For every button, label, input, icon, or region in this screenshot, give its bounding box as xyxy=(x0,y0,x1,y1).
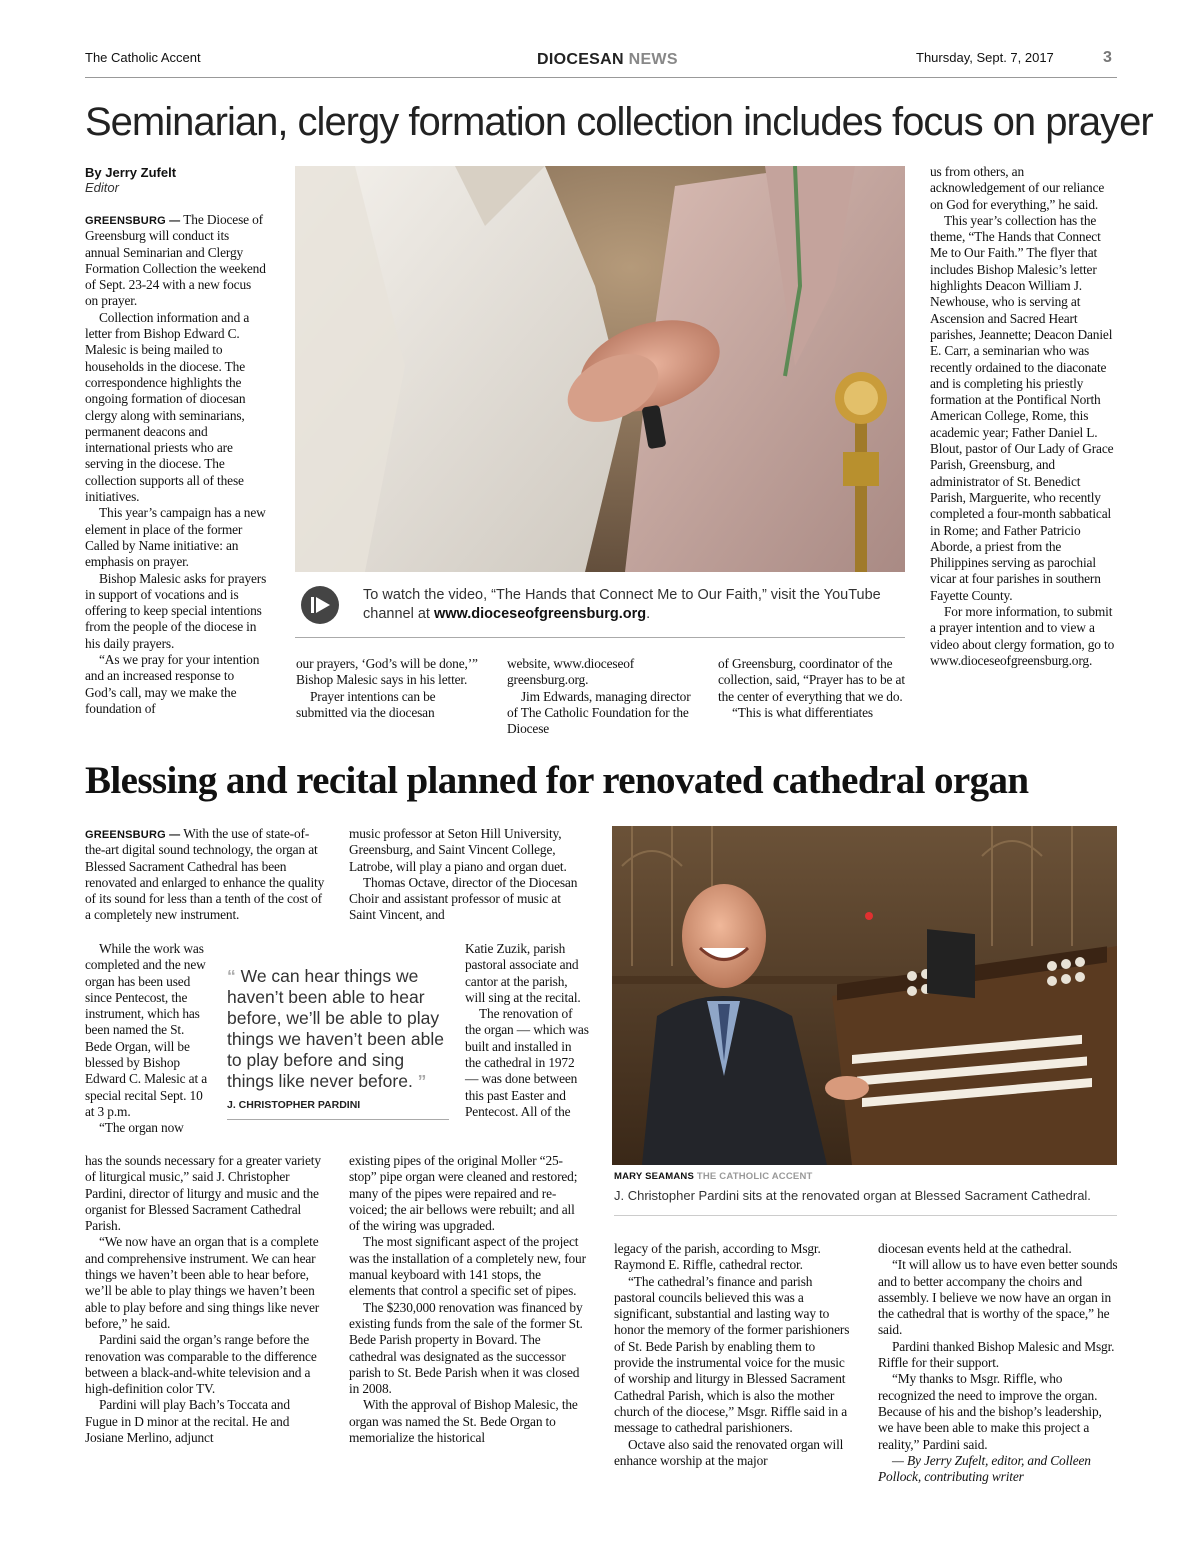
story2-paragraph: “My thanks to Msgr. Riffle, who recognized the need to improve the organ. Because of his and the bishop’s leadership, we have been able to make this project a reality,” Pardini said. xyxy=(878,1371,1102,1452)
story2-column-2-bottom xyxy=(349,1153,587,1446)
story1-paragraph: Prayer intentions can be submitted via the diocesan xyxy=(296,688,436,720)
video-caption-text: To watch the video, “The Hands that Connect Me to Our Faith,” visit the YouTube channel at www.dioceseofgreensburg.org. xyxy=(363,587,881,622)
story2-paragraph: legacy of the parish, according to Msgr. Raymond E. Riffle, cathedral rector. xyxy=(614,1241,821,1273)
story1-column-1 xyxy=(85,212,267,717)
story1-paragraph: of Greensburg, coordinator of the collection, said, “Prayer has to be at the center of everything that we do. xyxy=(718,656,905,704)
pull-quote xyxy=(227,966,449,1120)
story1-column-2 xyxy=(296,656,486,721)
story1-byline xyxy=(85,165,176,195)
story2-paragraph: Katie Zuzik, parish pastoral associate and cantor at the parish, will sing at the recital. xyxy=(465,941,581,1005)
story1-paragraph: This year’s collection has the theme, “The Hands that Connect Me to Our Faith.” The flyer that includes Bishop Malesic’s letter highlights Deacon William J. Newhouse, who is serving at Ascension and Sacred Heart parishes, Jeannette; Deacon Daniel E. Carr, a seminarian who was recently ordained to the diaconate and is completing his priestly formation at the Pontifical North American College, Rome, this academic year; Father Daniel L. Blout, pastor of Our Lady of Grace Parish, Greensburg, and administrator of St. Benedict Parish, Marguerite, who recently completed a four-month sabbatical in Rome; and Father Patricio Aborde, a priest from the Philippines serving as parochial vicar at four parishes in southern Fayette County. xyxy=(930,212,1114,603)
story2-paragraph: The most significant aspect of the project was the installation of a completely new, four manual keyboard with 141 stops, the elements that control a specific set of pipes. xyxy=(349,1234,586,1299)
story1-paragraph: Bishop Malesic asks for prayers in support of vocations and is offering to keep special intentions from the people of the diocese in his daily prayers. xyxy=(85,570,267,651)
story2-lead-paragraph: GREENSBURG — With the use of state-of-the-art digital sound technology, the organ at Blessed Sacrament Cathedral has been renovated and enlarged to enhance the quality of its sound for less than a tenth of the cost of a completely new instrument. xyxy=(85,826,325,923)
story1-paragraph: website, www.dioceseof greensburg.org. xyxy=(507,656,635,688)
close-quote-mark: ” xyxy=(412,1071,427,1091)
story1-paragraph: This year’s campaign has a new element in place of the former Called by Name initiative: an emphasis on prayer. xyxy=(85,505,266,570)
story2-paragraph: “The cathedral’s finance and parish pastoral councils believed this was a significant, substantial and lasting way to honor the memory of the former parishioners of St. Bede Parish by enabling them to provide the instrumental voice for the music of worship and liturgy in Blessed Sacrament Cathedral Parish, which is also the mother church of the diocese,” Msgr. Riffle said in a message to cathedral parishioners. xyxy=(614,1273,850,1436)
story2-column-1-top xyxy=(85,826,325,924)
issue-date: Thursday, Sept. 7, 2017 xyxy=(916,50,1054,65)
story2-column-2-narrow xyxy=(465,941,589,1120)
photo-credit-name: MARY SEAMANS xyxy=(614,1171,694,1182)
story1-column-4 xyxy=(718,656,906,721)
story2-paragraph: While the work was completed and the new organ has been used since Pentecost, the instrument, which has been named the St. Bede Organ, will be blessed by Bishop Edward C. Malesic at a special recital Sept. 10 at 3 p.m. xyxy=(85,941,208,1119)
clergy-hands-illustration xyxy=(295,166,905,572)
story2-column-4 xyxy=(878,1241,1118,1485)
story2-column-1-bottom xyxy=(85,1153,325,1446)
page-header xyxy=(85,48,1117,78)
story2-headline: Blessing and recital planned for renovated cathedral organ xyxy=(85,759,1029,802)
story2-paragraph: has the sounds necessary for a greater variety of liturgical music,” said J. Christopher Pardini, director of liturgy and music and the organist for Blessed Sacrament Cathedral Parish. xyxy=(85,1153,321,1234)
section-label-light: NEWS xyxy=(628,51,678,68)
story1-column-5 xyxy=(930,164,1115,669)
story2-column-2-top xyxy=(349,826,587,924)
story2-paragraph: Pardini will play Bach’s Toccata and Fugue in D minor at the recital. He and Josiane Merlino, adjunct xyxy=(85,1397,290,1446)
story2-column-3 xyxy=(614,1241,854,1469)
video-caption xyxy=(295,578,905,638)
story2-paragraph: The $230,000 renovation was financed by existing funds from the sale of the former St. Bede Parish property in Bovard. The cathedral was designated as the successor parish to St. Bede Parish when it was closed in 2008. xyxy=(349,1299,583,1397)
story2-paragraph: Octave also said the renovated organ will enhance worship at the major xyxy=(614,1436,844,1468)
open-quote-mark: “ xyxy=(227,966,241,986)
story2-paragraph: Thomas Octave, director of the Diocesan Choir and assistant professor of music at Saint Vincent, and xyxy=(349,874,578,923)
section-label xyxy=(537,51,678,69)
story1-headline: Seminarian, clergy formation collection includes focus on prayer xyxy=(85,100,1153,144)
story1-column-3 xyxy=(507,656,697,737)
play-icon[interactable] xyxy=(301,586,339,624)
story2-paragraph: With the approval of Bishop Malesic, the organ was named the St. Bede Organ to memorialize the historical xyxy=(349,1397,578,1446)
dateline: GREENSBURG — xyxy=(85,829,181,841)
section-label-bold: DIOCESAN xyxy=(537,51,624,68)
page-number: 3 xyxy=(1103,49,1112,66)
story2-paragraph: diocesan events held at the cathedral. xyxy=(878,1241,1072,1256)
story2-paragraph: Pardini said the organ’s range before the renovation was comparable to the difference between a black-and-white television and a high-definition color TV. xyxy=(85,1332,317,1397)
pull-quote-text: “ We can hear things we haven’t been able to hear before, we’ll be able to play things we haven’t been able to play before and sing things like never before. ” xyxy=(227,966,444,1091)
story1-paragraph: “This is what differentiates xyxy=(732,704,873,720)
story2-paragraph: “It will allow us to have even better sounds and to better accompany the choirs and assembly. I believe we now have an organ in the cathedral that is worthy of the space,” he said. xyxy=(878,1257,1118,1338)
pull-quote-attribution: J. CHRISTOPHER PARDINI xyxy=(227,1099,361,1111)
story2-paragraph: “We now have an organ that is a complete and comprehensive instrument. We can hear things we haven’t been able to hear before, we’ll be able to play things we haven’t been able to play before and sing things like never before,” he said. xyxy=(85,1234,320,1331)
story2-paragraph: Pardini thanked Bishop Malesic and Msgr. Riffle for their support. xyxy=(878,1338,1115,1371)
photo-caption: J. Christopher Pardini sits at the renovated organ at Blessed Sacrament Cathedral. xyxy=(614,1188,1117,1216)
photo-credit-org: THE CATHOLIC ACCENT xyxy=(696,1171,813,1182)
dateline: GREENSBURG — xyxy=(85,215,181,227)
story1-paragraph: us from others, an acknowledgement of our reliance on God for everything,” he said. xyxy=(930,164,1105,212)
story2-column-1-narrow xyxy=(85,941,211,1137)
clergy-hands-photo xyxy=(295,166,905,572)
story1-paragraph: Collection information and a letter from Bishop Edward C. Malesic is being mailed to households in the diocese. The correspondence highlights the ongoing formation of diocesan clergy along with seminarians, permanent deacons and international priests who are serving in the diocese. The collection supports all of these initiatives. xyxy=(85,309,250,505)
photo-credit xyxy=(614,1171,813,1182)
organist-photo xyxy=(612,826,1117,1165)
story1-paragraph: “As we pray for your intention and an increased response to God’s call, may we make the foundation of xyxy=(85,652,260,716)
byline-title: Editor xyxy=(85,180,119,195)
story2-signoff: — By Jerry Zufelt, editor, and Colleen Pollock, contributing writer xyxy=(878,1452,1091,1485)
story2-paragraph: music professor at Seton Hill University, Greensburg, and Saint Vincent College, Latrobe, will play a piano and organ duet. xyxy=(349,826,567,874)
publication-name: The Catholic Accent xyxy=(85,50,201,65)
story1-paragraph: For more information, to submit a prayer intention and to view a video about clergy formation, go to www.dioceseofgreensburg.org. xyxy=(930,604,1115,668)
byline-name: By Jerry Zufelt xyxy=(85,165,177,180)
story2-paragraph: The renovation of the organ — which was built and installed in the cathedral in 1972 — was done between this past Easter and Pentecost. All of the xyxy=(465,1006,589,1119)
story1-lead-paragraph: GREENSBURG — The Diocese of Greensburg will conduct its annual Seminarian and Clergy Formation Collection the weekend of Sept. 23-24 with a new focus on prayer. xyxy=(85,212,266,309)
organ-console-illustration xyxy=(612,826,1117,1165)
story2-paragraph: “The organ now xyxy=(99,1120,184,1136)
story2-paragraph: existing pipes of the original Moller “25-stop” pipe organ were cleaned and restored; many of the pipes were repaired and re-voiced; the air bellows were rebuilt; and all of the wiring was upgraded. xyxy=(349,1153,578,1234)
story1-paragraph: Jim Edwards, managing director of The Catholic Foundation for the Diocese xyxy=(507,688,691,737)
story1-paragraph: our prayers, ‘God’s will be done,’” Bishop Malesic says in his letter. xyxy=(296,656,478,688)
video-caption-link[interactable]: www.dioceseofgreensburg.org xyxy=(433,606,647,622)
